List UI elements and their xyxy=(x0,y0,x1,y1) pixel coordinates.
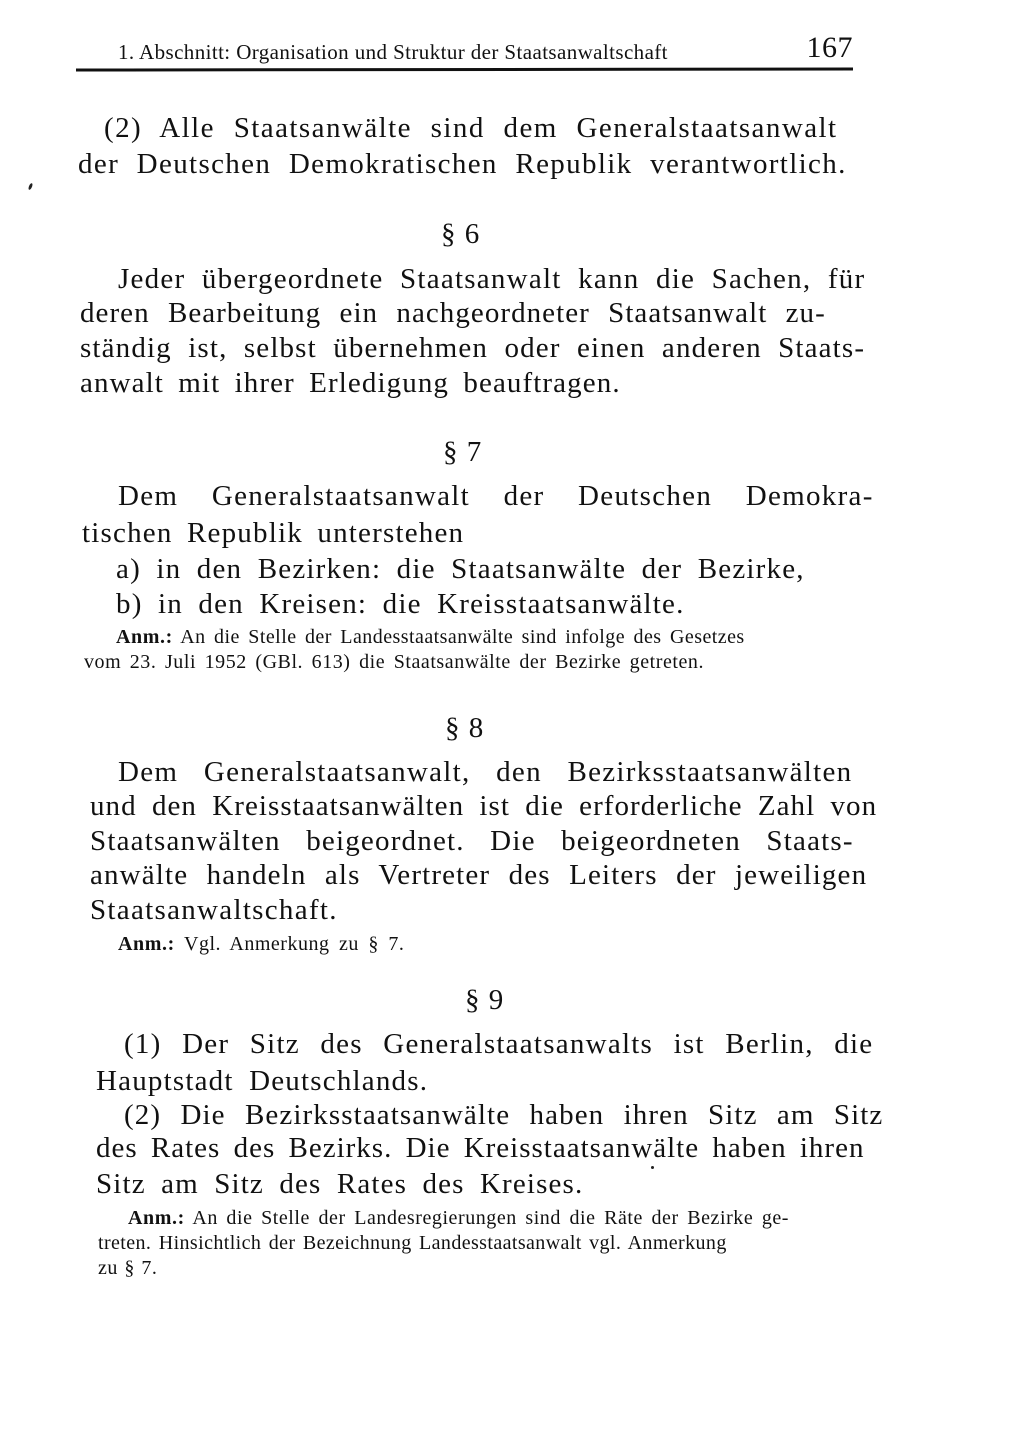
paragraph-line: Dem Generalstaatsanwalt der Deutschen Demokra- xyxy=(118,480,874,512)
paragraph-line: (2) Die Bezirksstaatsanwälte haben ihren Sitz am Sitz xyxy=(124,1099,884,1131)
annotation-text: An die Stelle der Landesregierungen sind die Räte der Bezirke ge- xyxy=(192,1207,790,1229)
paragraph-line: Sitz am Sitz des Rates des Kreises. xyxy=(96,1168,584,1200)
section-heading-8: § 8 xyxy=(445,712,485,744)
paragraph-line: Staatsanwälten beigeordnet. Die beigeordneten Staats- xyxy=(90,825,854,857)
paragraph-line: (2) Alle Staatsanwälte sind dem Generalstaatsanwalt xyxy=(104,112,838,144)
chapter-heading: 1. Abschnitt: Organisation und Struktur der Staatsanwaltschaft xyxy=(118,40,668,64)
paragraph-line: deren Bearbeitung ein nachgeordneter Staatsanwalt zu- xyxy=(80,297,826,329)
running-header xyxy=(118,28,853,68)
annotation-line xyxy=(128,1208,789,1228)
paragraph-line: des Rates des Bezirks. Die Kreisstaatsanwälte haben ihren xyxy=(96,1132,865,1164)
section-heading-6: § 6 xyxy=(441,218,481,250)
list-item: b) in den Kreisen: die Kreisstaatsanwälte. xyxy=(116,588,685,620)
paragraph-line: Jeder übergeordnete Staatsanwalt kann die Sachen, für xyxy=(118,263,866,295)
page-number: 167 xyxy=(806,31,853,64)
annotation-label: Anm.: xyxy=(116,626,173,648)
annotation-line xyxy=(116,627,745,647)
paragraph-line: Hauptstadt Deutschlands. xyxy=(96,1065,429,1097)
section-heading-9: § 9 xyxy=(465,984,505,1016)
annotation-label: Anm.: xyxy=(128,1207,185,1229)
paragraph-line: tischen Republik unterstehen xyxy=(82,517,465,549)
paragraph-line: (1) Der Sitz des Generalstaatsanwalts ist Berlin, die xyxy=(124,1028,874,1060)
scan-speck xyxy=(28,183,34,191)
section-heading-7: § 7 xyxy=(443,436,483,468)
annotation-text: Vgl. Anmerkung zu § 7. xyxy=(184,933,405,955)
header-rule xyxy=(76,67,853,71)
annotation-line: treten. Hinsichtlich der Bezeichnung Landesstaatsanwalt vgl. Anmerkung xyxy=(98,1232,727,1254)
annotation-line: vom 23. Juli 1952 (GBl. 613) die Staatsanwälte der Bezirke getreten. xyxy=(84,651,705,673)
annotation-label: Anm.: xyxy=(118,933,175,955)
paragraph-line: Dem Generalstaatsanwalt, den Bezirksstaatsanwälten xyxy=(118,756,853,788)
paragraph-line: und den Kreisstaatsanwälten ist die erforderliche Zahl von xyxy=(90,790,878,822)
annotation-text: An die Stelle der Landesstaatsanwälte sind infolge des Gesetzes xyxy=(180,626,745,648)
paragraph-line: Staatsanwaltschaft. xyxy=(90,894,338,926)
annotation-line: zu § 7. xyxy=(98,1257,158,1279)
paragraph-line: ständig ist, selbst übernehmen oder einen anderen Staats- xyxy=(80,332,866,364)
annotation-line xyxy=(118,934,404,954)
paragraph-line: anwälte handeln als Vertreter des Leiters der jeweiligen xyxy=(90,859,868,891)
paragraph-line: der Deutschen Demokratischen Republik verantwortlich. xyxy=(78,148,847,180)
list-item: a) in den Bezirken: die Staatsanwälte der Bezirke, xyxy=(116,553,805,585)
paragraph-line: anwalt mit ihrer Erledigung beauftragen. xyxy=(80,367,621,399)
scan-speck xyxy=(651,1166,654,1169)
